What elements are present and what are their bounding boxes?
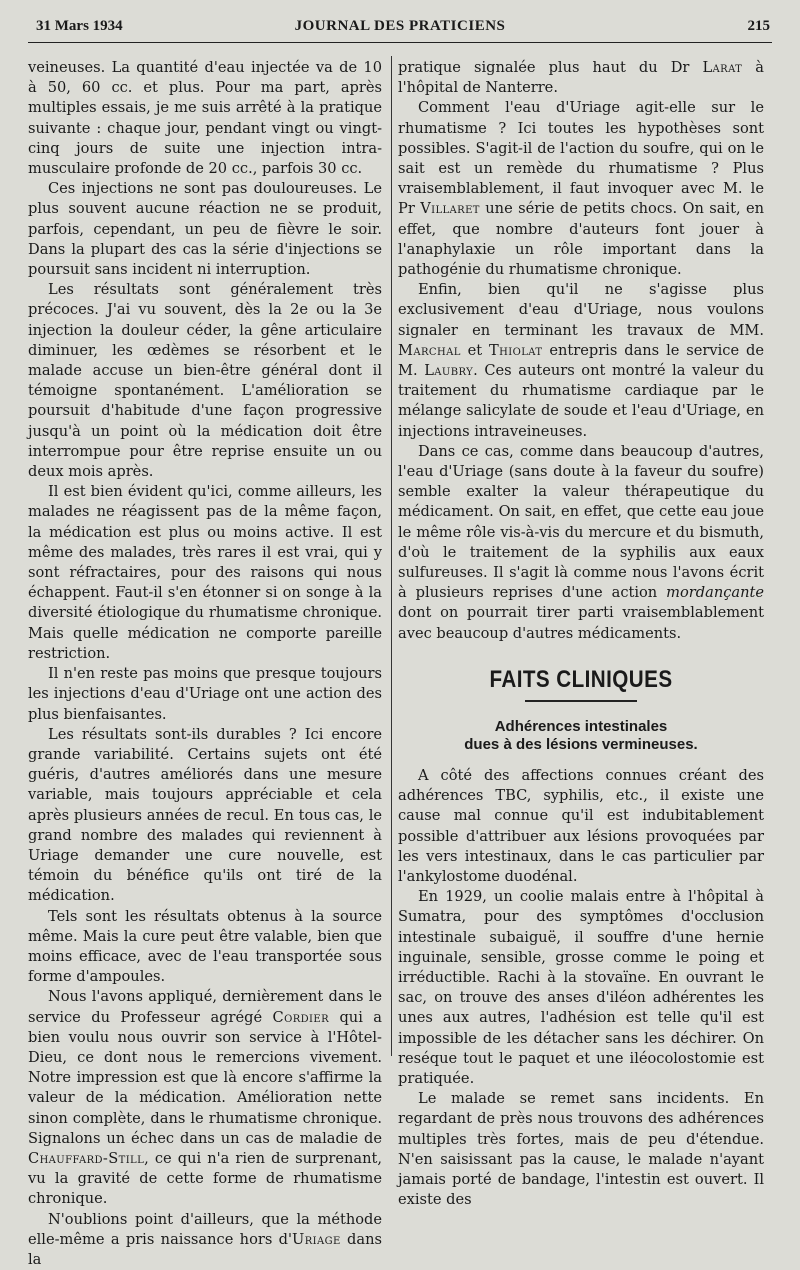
paragraph: Les résultats sont généralement très précoces. J'ai vu souvent, dès la 2e ou la 3e injection la douleur céder, la gêne articulaire diminuer, les œdèmes se résorbent et le malade accuse un bien-être général dont il témoigne spontanément. L'amélioration se poursuit d'habitude d'une façon progressive jusqu'à un point où la médication doit être interrompue pour être reprise ensuite un ou deux mois après. (28, 281, 382, 481)
person-name: Larat (702, 59, 743, 76)
paragraph: Tels sont les résultats obtenus à la source même. Mais la cure peut être valable, bien que moins efficace, avec de l'eau transportée sous forme d'ampoules. (28, 907, 382, 986)
text-run: Comment l'eau d'Uriage agit-elle sur le rhumatisme ? Ici toutes les hypothèses sont possibles. S'agit-il de l'action du soufre, qui on le sait est un remède du rhumatisme ? Plus vraisemblablement, il faut invoquer avec M. le Pr (398, 99, 764, 218)
text-run: et (460, 341, 490, 359)
article-title-line: dues à des lésions vermineuses. (464, 735, 698, 753)
paragraph: Ces injections ne sont pas douloureuses. Le plus souvent aucune réaction ne se produit, parfois, cependant, un peu de fièvre le soir. Dans la plupart des cas la série d'injections se poursuit sans incident ni interruption. (28, 180, 382, 279)
paragraph (398, 280, 764, 442)
text-run: Nous l'avons appliqué, dernièrement dans le service du Professeur agrégé (28, 988, 382, 1026)
text-run: entrepris dans le service de M. (398, 341, 764, 380)
section-title: FAITS CLINIQUES (489, 665, 673, 693)
text-run: N'oublions point d'ailleurs, que la méthode elle-même a pris naissance hors d' (28, 1210, 382, 1248)
paragraph: Il n'en reste pas moins que presque toujours les injections d'eau d'Uriage ont une action des plus bienfaisantes. (28, 665, 382, 723)
paragraph: Il est bien évident qu'ici, comme ailleurs, les malades ne réagissent pas de la même façon, la médication est plus ou moins active. Il est même des malades, très rares il est vrai, qui y sont réfractaires, pour des raisons qui nous échappent. Faut-il s'en étonner si on songe à la diversité étiologique du rhumatisme chronique. Mais quelle médication ne comporte pareille restriction. (28, 483, 382, 662)
column-separator (391, 56, 392, 1056)
place-name: Uriage (292, 1230, 341, 1248)
person-name: Cordier (272, 1008, 330, 1026)
person-name: Marchal (398, 341, 461, 359)
paragraph: Le malade se remet sans incidents. En regardant de près nous trouvons des adhérences multiples très fortes, mais de peu d'étendue. N'en saisissant pas la cause, le malade n'ayant jamais porté de bandage, l'intestin est ouvert. Il existe des (398, 1090, 764, 1209)
emphasis: mordançante (666, 584, 764, 602)
paragraph: A côté des affections connues créant des adhérences TBC, syphilis, etc., il existe une cause mal connue qu'il est indubitablement possible d'attribuer aux lésions provoquées par les vers intestinaux, dans le cas particulier par l'ankylostome duodénal. (398, 766, 764, 885)
paragraph: veineuses. La quantité d'eau injectée va de 10 à 50, 60 cc. et plus. Pour ma part, après multiples essais, je me suis arrêté à la pratique suivante : chaque jour, pendant vingt ou vingt-cinq jours de suite une injection intra-musculaire profonde de 20 cc., parfois 30 cc. (28, 59, 382, 178)
issue-date: 31 Mars 1934 (36, 18, 123, 34)
paragraph (28, 1210, 382, 1270)
article-title-line: Adhérences intestinales (494, 717, 668, 735)
paragraph (398, 98, 764, 280)
running-header (0, 14, 800, 42)
text-run: qui a bien voulu nous ouvrir son service à l'Hôtel-Dieu, ce dont nous le remercions vivement. Notre impression est que là encore s'affirme la valeur de la médication. Amélioration nette sinon complète, dans le rhumatisme chronique. Signalons un échec dans un cas de maladie de (28, 1008, 382, 1147)
text-run: Dans ce cas, comme dans beaucoup d'autres, l'eau d'Uriage (sans doute à la faveur du soufre) semble exalter la valeur thérapeutique du médicament. On sait, en effet, que cette eau joue le même rôle vis-à-vis du mercure et du bismuth, d'où le traitement de la syphilis aux eaux sulfureuses. Il s'agit là comme nous l'avons écrit à plusieurs reprises d'une action (398, 442, 764, 602)
person-name: Villaret (420, 200, 480, 218)
section-rule (525, 700, 637, 702)
text-run: une série de petits chocs. On sait, en effet, que nombre d'auteurs font jouer à l'anaphylaxie un rôle important dans la pathogénie du rhumatisme chronique. (398, 200, 765, 279)
text-run: , ce qui n'a rien de surprenant, vu la gravité de cette forme de rhumatisme chronique. (28, 1149, 382, 1208)
paragraph (28, 987, 382, 1209)
page-number: 215 (747, 18, 770, 34)
left-column (28, 58, 382, 1270)
person-name: Thiolat (489, 341, 543, 359)
paragraph (398, 58, 764, 98)
article-title (398, 718, 764, 754)
text-run: dans la (28, 1230, 382, 1268)
text-run: dont on pourrait tirer parti vraisemblablement avec beaucoup d'autres médicaments. (398, 604, 764, 642)
journal-title: JOURNAL DES PRATICIENS (294, 18, 506, 34)
person-name: Chauffard-Still (28, 1149, 145, 1167)
text-run: à l'hôpital de Nanterre. (398, 59, 765, 97)
paragraph: En 1929, un coolie malais entre à l'hôpital à Sumatra, pour des symptômes d'occlusion intestinale subaiguë, il souffre d'une hernie inguinale, sensible, grosse comme le poing et irréductible. Rachi à la stovaïne. En ouvrant le sac, on trouve des anses d'iléon adhérentes les unes aux autres, l'adhésion est telle qu'il est impossible de les détacher sans les déchirer. On reséque tout le paquet et une iléocolostomie est pratiquée. (398, 888, 764, 1087)
text-run: . Ces auteurs ont montré la valeur du traitement du rhumatisme cardiaque par le mélange salicylate de soude et l'eau d'Uriage, en injections intraveineuses. (398, 362, 764, 440)
paragraph: Les résultats sont-ils durables ? Ici encore grande variabilité. Certains sujets ont été guéris, d'autres améliorés dans une mesure variable, mais toujours appréciable et cela après plusieurs années de recul. En tous cas, le grand nombre des malades qui reviennent à Uriage demander une cure nouvelle, est témoin du bénéfice qu'ils ont tiré de la médication. (28, 725, 382, 905)
text-run: pratique signalée plus haut du Dr (398, 59, 703, 76)
right-column (398, 58, 764, 1210)
header-rule (28, 42, 772, 43)
paragraph (398, 442, 764, 644)
text-run: Enfin, bien qu'il ne s'agisse plus exclusivement d'eau d'Uriage, nous voulons signaler en terminant les travaux de MM. (398, 281, 764, 339)
person-name: Laubry (424, 362, 474, 380)
